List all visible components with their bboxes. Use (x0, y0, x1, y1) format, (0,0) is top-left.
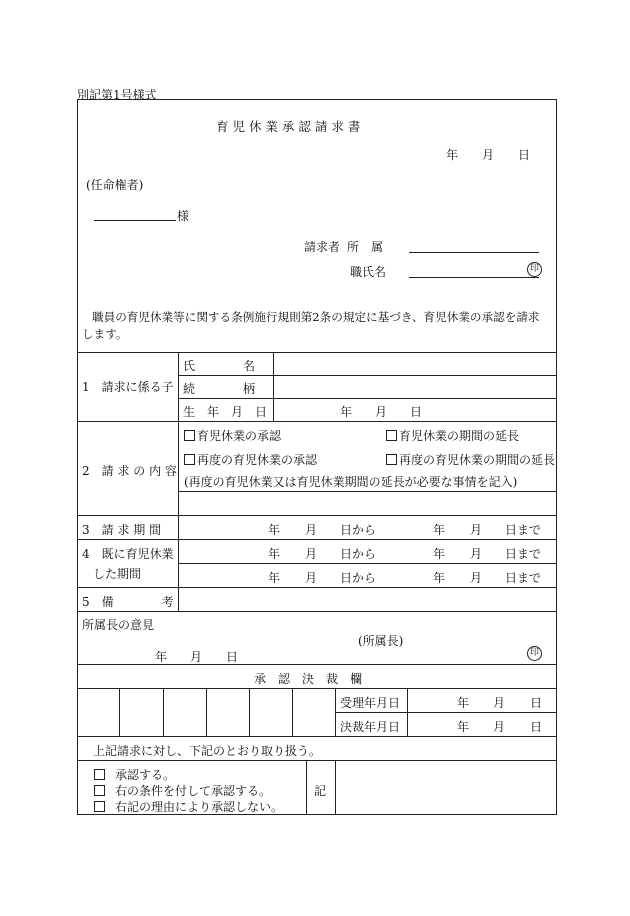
past2-from-month: 月 (305, 571, 318, 585)
received-month: 月 (493, 696, 506, 710)
past1-from: 日から (340, 547, 377, 561)
appointer-name-line[interactable] (94, 220, 176, 221)
past1-until: 日まで (505, 547, 542, 561)
period-to-month: 月 (470, 523, 483, 537)
period-label: 3 請 求 期 間 (82, 523, 162, 537)
checkbox-icon (386, 454, 397, 465)
approval-header: 承 認 決 裁 欄 (254, 672, 363, 686)
checkbox-icon (94, 785, 105, 796)
opinion-year: 年 (155, 650, 168, 664)
form-id: 別記第1号様式 (77, 88, 157, 102)
checkbox-icon (184, 454, 195, 465)
past2-to-year: 年 (433, 571, 446, 585)
received-year: 年 (457, 696, 470, 710)
option-reextension[interactable]: 再度の育児休業の期間の延長 (386, 451, 555, 468)
period-from: 日から (340, 523, 377, 537)
requester-label: 請求者 (304, 240, 341, 254)
content-section-label: 2 請 求 の 内 容 (82, 464, 177, 478)
option-approval[interactable]: 育児休業の承認 (184, 427, 281, 444)
checkbox-icon (94, 769, 105, 780)
past1-to-month: 月 (470, 547, 483, 561)
opinion-month: 月 (190, 650, 203, 664)
seal-icon: 印 (527, 646, 542, 661)
received-day: 日 (530, 696, 543, 710)
option-reapproval[interactable]: 再度の育児休業の承認 (184, 451, 317, 468)
birth-day: 日 (410, 405, 423, 419)
form-title: 育 児 休 業 承 認 請 求 書 (216, 119, 361, 134)
remarks-label: 5 備 考 (82, 595, 174, 609)
period-until: 日まで (505, 523, 542, 537)
name-label: 職氏名 (350, 265, 387, 279)
date-year: 年 (446, 148, 459, 162)
statement-line-1: 職員の育児休業等に関する条例施行規則第2条の規定に基づき、育児休業の承認を請求 (92, 310, 540, 324)
past-leave-label-1: 4 既に育児休業 (82, 547, 174, 561)
past1-to-year: 年 (433, 547, 446, 561)
past2-from-year: 年 (268, 571, 281, 585)
child-birthdate-label: 生 年 月 日 (183, 405, 268, 419)
appointer-label: (任命権者) (86, 178, 144, 192)
affiliation-label: 所 属 (347, 240, 384, 254)
birth-month: 月 (375, 405, 388, 419)
manager-label: (所属長) (358, 634, 404, 648)
opinion-day: 日 (226, 650, 239, 664)
affiliation-line[interactable] (409, 252, 539, 253)
name-line[interactable] (409, 277, 539, 278)
past-leave-label-2: した期間 (93, 567, 142, 581)
received-date-label: 受理年月日 (340, 696, 401, 710)
statement-line-2: します。 (82, 327, 128, 341)
period-from-month: 月 (305, 523, 318, 537)
handling-text: 上記請求に対し、下記のとおり取り扱う。 (93, 744, 322, 758)
checkbox-icon (386, 430, 397, 441)
past2-to-month: 月 (470, 571, 483, 585)
choice-approve[interactable]: 承認する。 (94, 766, 175, 783)
manager-opinion-label: 所属長の意見 (82, 618, 155, 632)
date-month: 月 (482, 148, 495, 162)
ki-label: 記 (314, 784, 327, 798)
decided-year: 年 (457, 720, 470, 734)
option-extension[interactable]: 育児休業の期間の延長 (386, 427, 519, 444)
sama-label: 様 (177, 209, 190, 223)
child-name-label: 氏 名 (183, 359, 256, 373)
decided-month: 月 (493, 720, 506, 734)
content-note: (再度の育児休業又は育児休業期間の延長が必要な事情を記入) (184, 475, 518, 489)
child-relation-label: 続 柄 (183, 382, 256, 396)
child-section-label: 1 請求に係る子 (82, 380, 174, 394)
birth-year: 年 (340, 405, 353, 419)
checkbox-icon (94, 801, 105, 812)
decided-date-label: 決裁年月日 (340, 720, 401, 734)
period-to-year: 年 (433, 523, 446, 537)
past1-from-month: 月 (305, 547, 318, 561)
choice-conditional[interactable]: 右の条件を付して承認する。 (94, 782, 271, 799)
choice-reject[interactable]: 右記の理由により承認しない。 (94, 798, 283, 815)
past2-from: 日から (340, 571, 377, 585)
past1-from-year: 年 (268, 547, 281, 561)
period-from-year: 年 (268, 523, 281, 537)
date-day: 日 (518, 148, 531, 162)
checkbox-icon (184, 430, 195, 441)
past2-until: 日まで (505, 571, 542, 585)
seal-icon: 印 (527, 262, 542, 277)
decided-day: 日 (530, 720, 543, 734)
